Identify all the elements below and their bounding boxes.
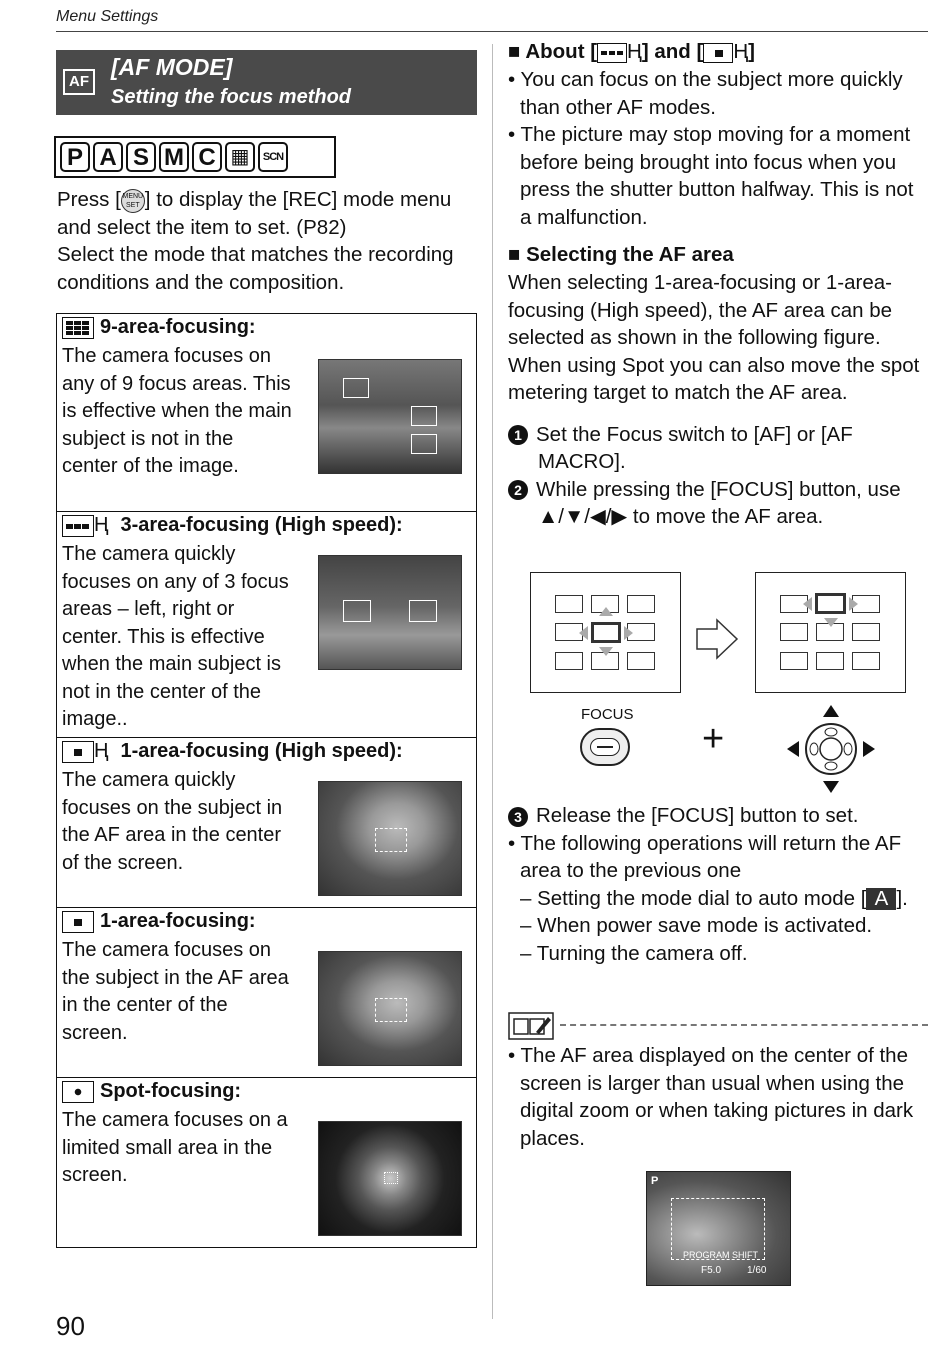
nine-area-example-photo — [318, 359, 462, 474]
cursor-pad-icon — [786, 704, 876, 794]
mode-scn-icon: SCN — [258, 142, 288, 172]
af-icon: AF — [63, 69, 95, 95]
menu-set-icon: MENU SET — [121, 189, 145, 213]
af-mode-description: The camera focuses on any of 9 focus areas. This is effective when the main subject is not in the center of the image. — [62, 345, 292, 477]
high-speed-h-icon: Ⱨ — [94, 514, 109, 536]
note-divider — [560, 1024, 928, 1026]
af-mode-9-area — [57, 314, 476, 512]
transition-arrow-icon — [693, 617, 741, 661]
lcd-aperture: F5.0 — [701, 1265, 722, 1276]
af-mode-description: The camera focuses on a limited small area in the screen. — [62, 1109, 288, 1186]
step-number-icon: 1 — [508, 425, 528, 445]
af-mode-1-area-high-speed — [57, 738, 476, 908]
selecting-text: When selecting 1-area-focusing or 1-area-focusing (High speed), the AF area can be selected as shown in the following figure. When using Spot you can also move the spot metering target to match the AF area. — [508, 271, 920, 404]
step-3-section — [508, 802, 928, 967]
lcd-program-shift: PROGRAM SHIFT — [683, 1250, 759, 1260]
step-3: 3 Release the [FOCUS] button to set. — [508, 802, 928, 830]
mode-m-icon: M — [159, 142, 189, 172]
section-title: [AF MODE] — [111, 54, 233, 80]
about-heading: ■ About [ Ⱨ] and [ Ⱨ] — [508, 40, 755, 63]
mode-a-icon: A — [93, 142, 123, 172]
return-bullet: • The following operations will return the AF area to the previous one — [508, 831, 902, 882]
intro-text: Press [ MENU SET ] to display the [REC] mode menu and select the item to set. (P82) Select the mode that matches the recording conditions and the composition. — [57, 188, 454, 294]
af-mode-heading: 9-area-focusing: — [100, 316, 256, 338]
one-area-high-speed-icon — [703, 43, 733, 63]
selecting-section — [508, 241, 928, 531]
spot-icon — [62, 1081, 94, 1103]
af-mode-spot — [57, 1078, 476, 1248]
section-subtitle: Setting the focus method — [111, 86, 351, 108]
auto-mode-icon: A — [866, 888, 896, 910]
arrow-down-icon — [599, 647, 613, 656]
return-item: – Turning the camera off. — [520, 941, 748, 965]
af-mode-description: The camera quickly focuses on the subject in the AF area in the center of the screen. — [62, 769, 283, 874]
af-mode-1-area — [57, 908, 476, 1078]
column-divider — [492, 44, 493, 1319]
note-bullet: • The AF area displayed on the center of the screen is larger than usual when using the digital zoom or when taking pictures in dark places. — [508, 1044, 914, 1150]
arrow-right-icon — [624, 626, 633, 640]
one-area-high-speed-example-photo — [318, 781, 462, 896]
spot-example-photo — [318, 1121, 462, 1236]
step-number-icon: 3 — [508, 807, 528, 827]
page-number: 90 — [56, 1311, 85, 1341]
three-area-high-speed-icon — [597, 43, 627, 63]
af-mode-3-area-high-speed — [57, 512, 476, 738]
lcd-shutter-speed: 1/60 — [747, 1265, 767, 1276]
about-section — [508, 38, 928, 231]
applicable-modes — [54, 136, 336, 178]
section-title-box — [56, 50, 477, 115]
note-icon — [508, 1012, 554, 1040]
af-mode-description: The camera focuses on the subject in the AF area in the center of the screen. — [62, 939, 289, 1044]
header-rule — [56, 31, 928, 32]
plus-sign: + — [702, 718, 725, 760]
lcd-example-photo — [646, 1171, 791, 1286]
one-area-icon — [62, 911, 94, 933]
af-mode-heading: Spot-focusing: — [100, 1080, 242, 1102]
af-area-grid-before — [530, 572, 681, 693]
about-bullet: • The picture may stop moving for a moment before being brought into focus when you press the shutter button halfway. This is not a malfunction. — [508, 123, 914, 229]
return-item: – When power save mode is activated. — [520, 914, 873, 937]
mode-p-icon: P — [60, 142, 90, 172]
af-mode-heading: 1-area-focusing: — [100, 910, 256, 932]
arrow-up-icon — [599, 607, 613, 616]
arrow-right-icon — [849, 597, 858, 611]
step-number-icon: 2 — [508, 480, 528, 500]
selecting-heading: ■ Selecting the AF area — [508, 243, 734, 266]
arrow-down-icon — [824, 618, 838, 627]
arrow-left-icon — [579, 626, 588, 640]
af-mode-heading: 1-area-focusing (High speed): — [120, 740, 403, 762]
step-2: 2 While pressing the [FOCUS] button, use ▲/▼/◀/▶ to move the AF area. — [508, 476, 928, 531]
high-speed-h-icon: Ⱨ — [733, 40, 749, 63]
one-area-example-photo — [318, 951, 462, 1066]
step-1: 1 Set the Focus switch to [AF] or [AF MACRO]. — [508, 421, 928, 476]
about-bullet: • You can focus on the subject more quickly than other AF modes. — [508, 68, 903, 119]
af-mode-heading: 3-area-focusing (High speed): — [120, 514, 403, 536]
mode-c-icon: C — [192, 142, 222, 172]
high-speed-h-icon: Ⱨ — [627, 40, 642, 63]
mode-movie-icon: ▦ — [225, 142, 255, 172]
af-mode-description: The camera quickly focuses on any of 3 focus areas – left, right or center. This is effective when the main subject is not in the center of the image.. — [62, 543, 289, 730]
af-mode-table — [56, 313, 477, 1248]
return-item: – Setting the mode dial to auto mode [ A ]. — [520, 886, 908, 911]
nine-area-icon — [62, 317, 94, 339]
header-label: Menu Settings — [56, 8, 159, 25]
af-area-grid-after — [755, 572, 906, 693]
focus-button-icon — [580, 728, 630, 766]
three-area-high-speed-icon — [62, 515, 94, 537]
mode-s-icon: S — [126, 142, 156, 172]
high-speed-h-icon: Ⱨ — [94, 740, 109, 762]
one-area-high-speed-icon — [62, 741, 94, 763]
arrow-left-icon — [803, 597, 812, 611]
focus-button-label: FOCUS — [581, 706, 634, 723]
three-area-example-photo — [318, 555, 462, 670]
lcd-mode-indicator: P — [651, 1175, 659, 1187]
